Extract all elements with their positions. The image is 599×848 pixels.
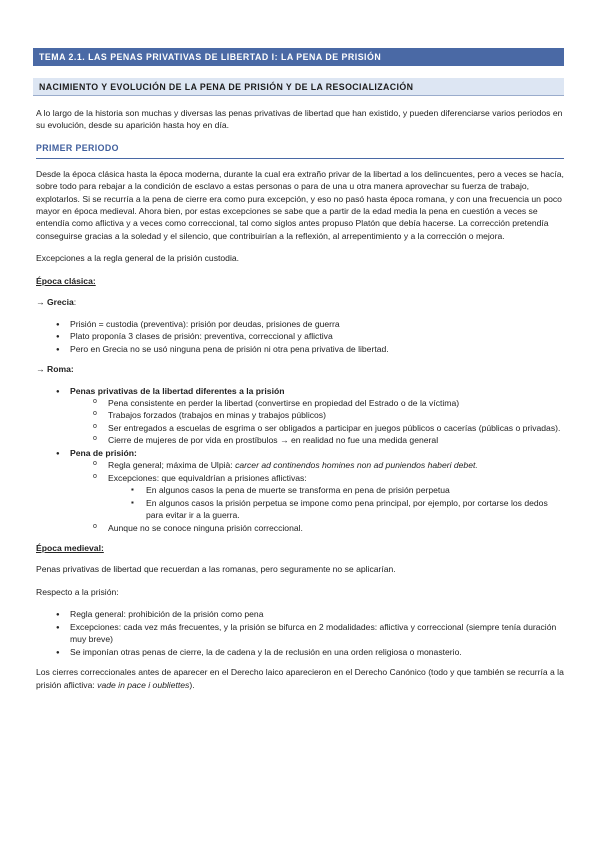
rome-a-sublist — [36, 397, 564, 447]
rome-b-title: Pena de prisión: — [70, 447, 137, 458]
list-item: ▪ En algunos casos la prisión perpetua se impone como pena principal, por ejemplo, por cortarse los dedos para evitar ir a la guerra. — [36, 497, 564, 522]
period-paragraph: Desde la época clásica hasta la época moderna, durante la cual era extraño privar de la libertad a los delincuentes, pero a veces se hacía, sobre todo para rebajar a la condición de esclavo a estas personas o para de una u otra manera aprovechar su fuerza de trabajo, explotarlos. Si se recurría a la pena de cierre era como pura excepción, y eso no pasó hasta época romana, y con una frecuencia un poco mayor en época medieval. Ahora bien, por estas excepciones se sabe que a partir de la edad media la pena en cuestión a veces se entendía como aflictiva y a veces como correccional, tal como siglos antes propuso Platón que debía hacerse. La corrección pretendía conseguirse gracias a la soledad y el silencio, que contribuirían a la reflexión, al arrepentimiento y a la corrección o mejora. — [36, 168, 564, 241]
intro-paragraph: A lo largo de la historia son muchas y diversas las penas privativas de libertad que han existido, y pueden diferenciarse varios periodos en su evolución, desde su aparición hasta hoy en día. — [36, 108, 563, 131]
list-item: ● Plato proponía 3 clases de prisión: preventiva, correccional y aflictiva — [36, 330, 564, 342]
latin-quote: vade in pace i oubliettes — [97, 679, 190, 690]
medieval-list — [36, 608, 564, 658]
medieval-paragraph: Penas privativas de libertad que recuerdan a las romanas, pero seguramente no se aplicarían. — [36, 564, 396, 575]
list-item: o Pena consistente en perder la libertad (convertirse en propiedad del Estrado o de la víctima) — [36, 397, 564, 409]
medieval-heading: Época medieval: — [36, 542, 104, 553]
latin-quote: carcer ad continendos homines non ad puniendos haberi debet. — [235, 460, 478, 471]
greece-list — [36, 318, 564, 355]
rome-list — [36, 385, 564, 534]
list-item: ● Pero en Grecia no se usó ninguna pena de prisión ni otra pena privativa de libertad. — [36, 343, 564, 355]
list-item: o Ser entregados a escuelas de esgrima o ser obligados a participar en juegos públicos o cacerías (públicas o privadas). — [36, 422, 564, 434]
arrow-icon: → — [36, 297, 47, 308]
section-title: NACIMIENTO Y EVOLUCIÓN DE LA PENA DE PRISIÓN Y DE LA RESOCIALIZACIÓN — [33, 78, 564, 96]
exceptions-intro: Excepciones a la regla general de la prisión custodia. — [36, 253, 240, 264]
prison-respect: Respecto a la prisión: — [36, 586, 119, 597]
list-item: ● Excepciones: cada vez más frecuentes, y la prisión se bifurca en 2 modalidades: aflictiva y correccional (siempre tenía duración muy breve) — [36, 621, 564, 646]
list-item: ▪ En algunos casos la pena de muerte se transforma en pena de prisión perpetua — [36, 484, 564, 496]
list-item: o Trabajos forzados (trabajos en minas y trabajos públicos) — [36, 409, 564, 421]
list-item — [36, 447, 564, 534]
list-item: o Aunque no se conoce ninguna prisión correccional. — [36, 522, 564, 534]
period-heading: PRIMER PERIODO — [36, 142, 564, 159]
document-body — [36, 107, 564, 701]
rome-heading: → Roma: — [36, 364, 74, 375]
closing-paragraph: Los cierres correccionales antes de aparecer en el Derecho laico aparecieron en el Derecho Canónico (todo y que también se recurría a la prisión aflictiva: vade in pace i oubliettes). — [36, 667, 564, 690]
list-item: o Regla general; máxima de Ulpià: carcer ad continendos homines non ad puniendos haberi debet. — [36, 459, 564, 471]
list-item: ● Regla general: prohibición de la prisión como pena — [36, 608, 564, 620]
rome-a-title: Penas privativas de la libertad diferentes a la prisión — [70, 385, 285, 396]
rome-b-sublist — [36, 459, 564, 534]
arrow-icon: → — [36, 364, 47, 375]
list-item: o Cierre de mujeres de por vida en prostíbulos → en realidad no fue una medida general — [36, 434, 564, 446]
greece-heading: → Grecia: — [36, 297, 77, 308]
list-item: ● Se imponían otras penas de cierre, la de cadena y la de reclusión en una orden religiosa o monasterio. — [36, 646, 564, 658]
topic-title: TEMA 2.1. LAS PENAS PRIVATIVAS DE LIBERTAD I: LA PENA DE PRISIÓN — [33, 48, 564, 66]
classical-heading: Época clásica: — [36, 275, 96, 286]
list-item: ● Prisión = custodia (preventiva): prisión por deudas, prisiones de guerra — [36, 318, 564, 330]
list-item: o Excepciones: que equivaldrían a prisiones aflictivas: ▪ En algunos casos la pena de muerte se transforma en pena de prisión perpetua ▪ En algunos casos la prisión perpetua se impone como pena principal, por ejemplo, por cortarse los dedos para evitar ir a la guerra. — [36, 472, 564, 522]
rome-b-exceptions-list — [36, 484, 564, 521]
list-item — [36, 385, 564, 447]
